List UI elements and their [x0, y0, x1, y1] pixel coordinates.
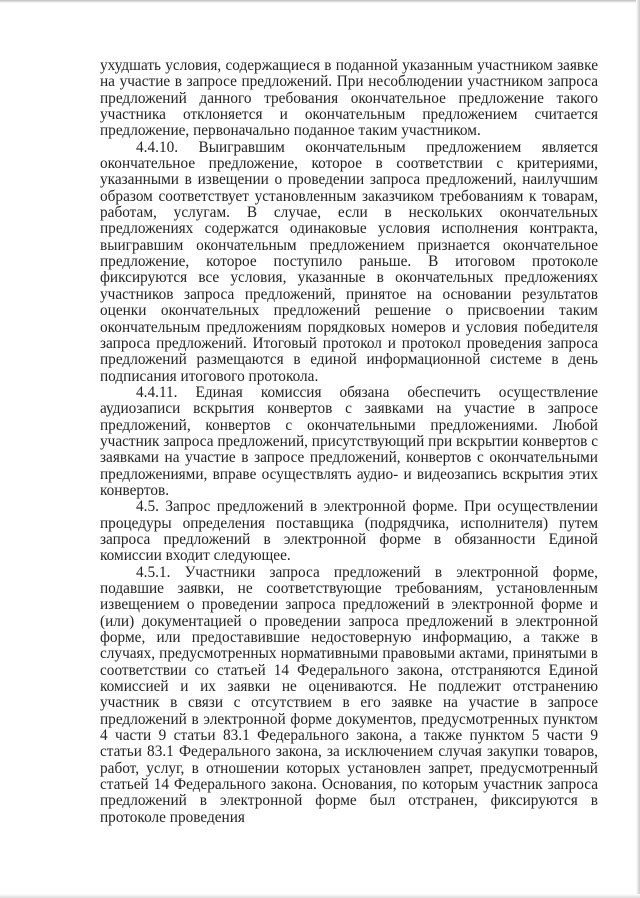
paragraph-4-4-11: 4.4.11. Единая комиссия обязана обеспечить осуществление аудиозаписи вскрытия конвертов с заявками на участие в запросе предложений, конвертов с окончательными предложениями. Любой участник запроса предложений, присутствующий при вскрытии конвертов с заявками на участие в запросе предложений, конвертов с окончательными предложениями, вправе осуществлять аудио- и видеозапись вскрытия этих конвертов. [100, 383, 598, 499]
paragraph-4-5: 4.5. Запрос предложений в электронной форме. При осуществлении процедуры определения поставщика (подрядчика, исполнителя) путем запроса предложений в электронной форме в обязанности Единой комиссии входит следующее. [100, 498, 598, 565]
scan-edge-top [0, 0, 640, 3]
document-body [100, 58, 598, 826]
paragraph-continuation: ухудшать условия, содержащиеся в поданной указанным участником заявке на участие в запросе предложений. При несоблюдении участником запроса предложений данного требования окончательное предложение такого участника отклоняется и окончательным предложением считается предложение, первоначально поданное таким участником. [100, 57, 598, 140]
paragraph-4-5-1: 4.5.1. Участники запроса предложений в электронной форме, подавшие заявки, не соответствующие требованиям, установленным извещением о проведении запроса предложений в электронной форме и (или) документацией о проведении запроса предложений в электронной форме, или предоставившие недостоверную информацию, а также в случаях, предусмотренных нормативными правовыми актами, принятыми в соответствии со статьей 14 Федерального закона, отстраняются Единой комиссией и их заявки не оцениваются. Не подлежит отстранению участник в связи с отсутствием в его заявке на участие в запросе предложений в электронной форме документов, предусмотренных пунктом 4 части 9 статьи 83.1 Федерального закона, а также пунктом 5 части 9 статьи 83.1 Федерального закона, за исключением случая закупки товаров, работ, услуг, в отношении которых установлен запрет, предусмотренный статьей 14 Федерального закона. Основания, по которым участник запроса предложений в электронной форме был отстранен, фиксируются в протоколе проведения [100, 563, 598, 826]
scan-edge-right [636, 0, 640, 898]
paragraph-4-4-10: 4.4.10. Выигравшим окончательным предложением является окончательное предложение, которое в соответствии с критериями, указанными в извещении о проведении запроса предложений, наилучшим образом соответствует установленным заказчиком требованиям к товарам, работам, услугам. В случае, если в нескольких окончательных предложениях содержатся одинаковые условия исполнения контракта, выигравшим окончательным предложением признается окончательное предложение, которое поступило раньше. В итоговом протоколе фиксируются все условия, указанные в окончательных предложениях участников запроса предложений, принятое на основании результатов оценки окончательных предложений решение о присвоении таким окончательным предложениям порядковых номеров и условия победителя запроса предложений. Итоговый протокол и протокол проведения запроса предложений размещаются в единой информационной системе в день подписания итогового протокола. [100, 138, 598, 385]
scan-edge-bottom [0, 894, 640, 898]
